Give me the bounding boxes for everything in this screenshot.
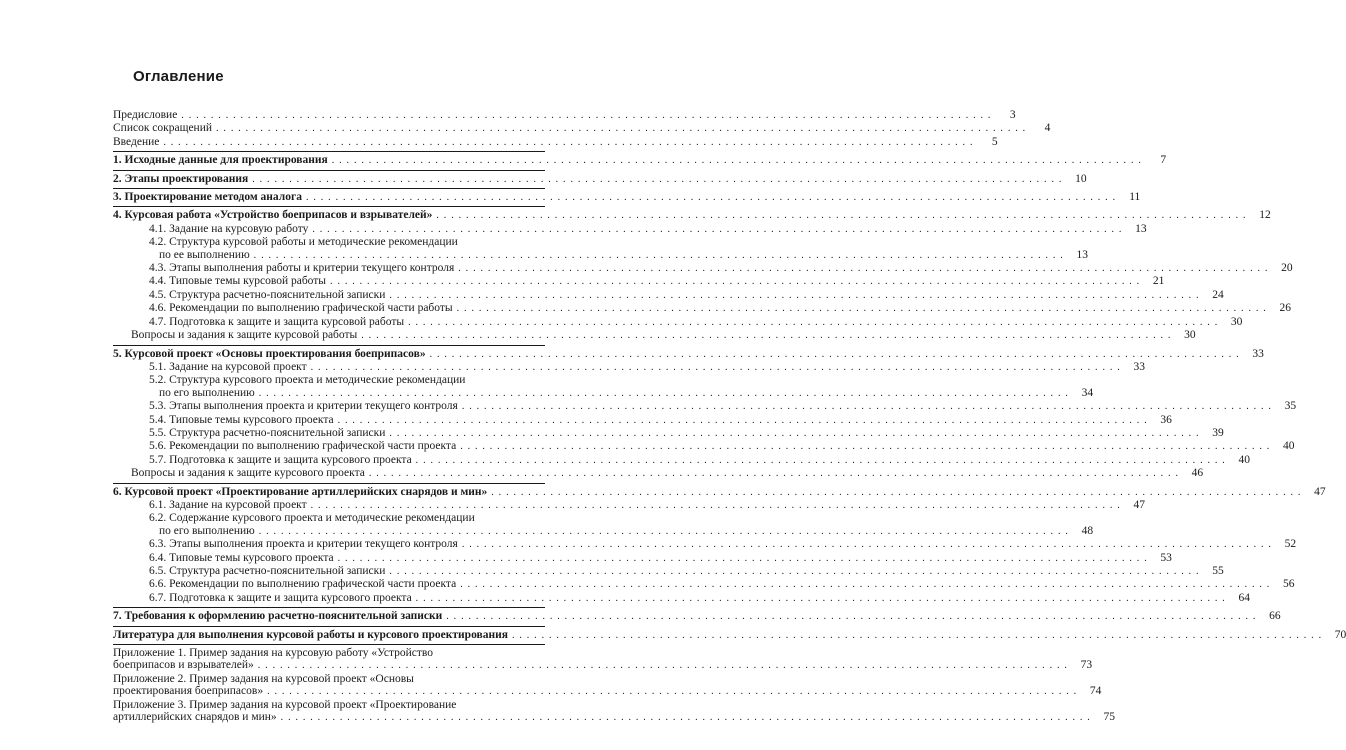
toc-entry-title: 4.4. Типовые темы курсовой работы	[149, 275, 327, 288]
dot-leader	[416, 593, 1226, 605]
toc-entry-title: 4.5. Структура расчетно-пояснительной записки	[149, 288, 386, 301]
toc-entry-title: 2. Этапы проектирования	[113, 172, 249, 185]
toc-page-number: 33	[1252, 347, 1264, 360]
dot-leader	[416, 455, 1226, 467]
dot-leader	[311, 362, 1121, 374]
toc-entry-title: 6.7. Подготовка к защите и защита курсового проекта	[149, 591, 412, 604]
toc-entry[interactable]	[113, 122, 1051, 135]
section-divider	[113, 170, 545, 171]
dot-leader	[369, 468, 1179, 480]
toc-entry-continuation: проектирования боеприпасов»	[113, 685, 264, 698]
toc-entry[interactable]	[113, 453, 1250, 467]
toc-entry[interactable]	[113, 374, 1094, 400]
toc-page-number: 33	[1133, 360, 1145, 373]
toc-page-number: 26	[1279, 302, 1291, 315]
toc-entry[interactable]	[113, 610, 1281, 623]
toc-entry-title: 5.5. Структура расчетно-пояснительной записки	[149, 426, 386, 439]
toc-entry-title: Приложение 3. Пример задания на курсовой проект «Проектирование	[113, 698, 457, 711]
dot-leader	[361, 330, 1171, 342]
toc-entry-title: 6.5. Структура расчетно-пояснительной записки	[149, 565, 386, 577]
dot-leader	[338, 553, 1148, 565]
toc-entry[interactable]	[113, 426, 1224, 440]
dot-leader	[491, 487, 1301, 499]
dot-leader	[436, 210, 1246, 222]
toc-entry-title: 4.1. Задание на курсовую работу	[149, 222, 309, 235]
toc-entry[interactable]	[113, 698, 1115, 725]
toc-entry[interactable]	[113, 413, 1172, 427]
toc-entry-title: 5.4. Типовые темы курсового проекта	[149, 413, 334, 426]
toc-entry[interactable]	[113, 347, 1264, 361]
toc-entry-title: 6.3. Этапы выполнения проекта и критерии текущего контроля	[149, 538, 458, 551]
section-divider	[113, 206, 545, 207]
toc-page-number: 73	[1080, 659, 1093, 672]
dot-leader	[457, 303, 1267, 315]
toc-entry-title: Приложение 1. Пример задания на курсовую работу «Устройство	[113, 647, 434, 660]
toc-page-number: 40	[1283, 440, 1295, 453]
toc-entry-title: 5. Курсовой проект «Основы проектирования боеприпасов»	[113, 347, 426, 360]
toc-page-number: 46	[1191, 467, 1204, 480]
toc-entry-continuation: боеприпасов и взрывателей»	[113, 659, 254, 672]
toc-page-number: 24	[1212, 288, 1224, 301]
toc-entry-title: 1. Исходные данные для проектирования	[113, 154, 328, 167]
toc-entry-title: 5.1. Задание на курсовой проект	[149, 360, 307, 373]
toc-page-number: 36	[1160, 413, 1172, 426]
toc-page-number: 40	[1238, 453, 1250, 466]
toc-page-number: 34	[1081, 386, 1094, 399]
toc-entry[interactable]	[113, 565, 1224, 578]
toc-page-number: 47	[1133, 498, 1145, 511]
dot-leader	[460, 579, 1270, 591]
toc-entry[interactable]	[113, 467, 1204, 480]
toc-entry[interactable]	[113, 109, 1016, 122]
dot-leader	[259, 388, 1069, 400]
dot-leader	[252, 174, 1062, 186]
dot-leader	[338, 415, 1148, 427]
toc-entry[interactable]	[113, 591, 1250, 605]
dot-leader	[462, 401, 1272, 413]
toc-entry[interactable]	[113, 172, 1087, 186]
toc-page-number: 5	[991, 135, 998, 148]
section-divider	[113, 607, 545, 608]
dot-leader	[330, 276, 1140, 288]
dot-leader	[512, 630, 1322, 642]
dot-leader	[408, 317, 1218, 329]
toc-page-number: 12	[1259, 209, 1271, 222]
dot-leader	[306, 192, 1116, 204]
section-divider	[113, 483, 545, 484]
toc-entry-title: 6.2. Содержание курсового проекта и методические рекомендации	[149, 512, 475, 525]
toc-page-number: 70	[1334, 628, 1346, 641]
dot-leader	[267, 686, 1077, 698]
dot-leader	[460, 441, 1270, 453]
toc-entry-title: 4.3. Этапы выполнения работы и критерии текущего контроля	[149, 262, 455, 275]
toc-page-number: 35	[1284, 400, 1297, 413]
table-of-contents	[113, 109, 1346, 724]
dot-leader	[163, 137, 973, 149]
toc-entry-continuation: по его выполнению	[159, 386, 255, 399]
toc-entry-title: Вопросы и задания к защите курсовой работы	[131, 329, 358, 342]
toc-entry-title: Приложение 2. Пример задания на курсовой проект «Основы	[113, 672, 414, 685]
toc-page-number: 30	[1184, 329, 1196, 342]
toc-entry-title: Вопросы и задания к защите курсового проекта	[131, 467, 365, 480]
dot-leader	[259, 526, 1069, 538]
toc-entry-title: 6.6. Рекомендации по выполнению графической части проекта	[149, 578, 457, 591]
toc-entry-title: Литература для выполнения курсовой работы и курсового проектирования	[113, 628, 508, 641]
toc-entry[interactable]	[113, 262, 1293, 275]
toc-page-number: 30	[1230, 315, 1243, 328]
toc-entry-title: 4.6. Рекомендации по выполнению графической части работы	[149, 302, 453, 315]
toc-entry[interactable]	[113, 275, 1165, 288]
toc-entry-title: 6. Курсовой проект «Проектирование артиллерийских снарядов и мин»	[113, 485, 488, 498]
toc-entry[interactable]	[113, 315, 1243, 329]
toc-entry-continuation: по ее выполнению	[159, 248, 250, 261]
toc-page-number: 52	[1284, 538, 1297, 551]
toc-entry[interactable]	[113, 538, 1297, 551]
toc-entry-title: Список сокращений	[113, 122, 213, 135]
toc-entry[interactable]	[113, 191, 1141, 204]
toc-entry-title: 6.4. Типовые темы курсового проекта	[149, 551, 334, 564]
toc-entry[interactable]	[113, 498, 1145, 512]
toc-entry[interactable]	[113, 672, 1102, 699]
toc-page-number: 75	[1103, 711, 1115, 724]
toc-entry[interactable]	[113, 551, 1172, 565]
dot-leader	[181, 110, 991, 122]
toc-entry-title: 6.1. Задание на курсовой проект	[149, 498, 307, 511]
toc-entry-title: 5.2. Структура курсового проекта и методические рекомендации	[149, 374, 466, 387]
toc-entry[interactable]	[113, 485, 1326, 499]
toc-entry[interactable]	[113, 628, 1346, 642]
toc-entry[interactable]	[113, 135, 998, 149]
toc-entry-title: Введение	[113, 135, 160, 148]
toc-page-number: 55	[1212, 565, 1224, 577]
toc-entry[interactable]	[113, 512, 1094, 538]
toc-page-number: 48	[1081, 524, 1094, 537]
section-divider	[113, 644, 545, 645]
dot-leader	[389, 428, 1199, 440]
toc-page-number: 56	[1283, 578, 1295, 591]
toc-entry[interactable]	[113, 222, 1147, 236]
toc-entry-continuation: по его выполнению	[159, 524, 255, 537]
toc-page-number: 10	[1075, 172, 1087, 185]
toc-entry[interactable]	[113, 400, 1297, 413]
dot-leader	[458, 263, 1268, 275]
dot-leader	[311, 500, 1121, 512]
toc-page-number: 20	[1281, 262, 1293, 275]
section-divider	[113, 345, 545, 346]
toc-entry[interactable]	[113, 302, 1291, 315]
toc-page-number: 47	[1314, 485, 1326, 498]
toc-entry-continuation: артиллерийских снарядов и мин»	[113, 711, 277, 724]
toc-page-number: 13	[1076, 248, 1088, 261]
dot-leader	[258, 660, 1068, 672]
toc-entry-title: 3. Проектирование методом аналога	[113, 191, 302, 204]
toc-entry-title: 7. Требования к оформлению расчетно-пояснительной записки	[113, 610, 443, 623]
dot-leader	[312, 224, 1122, 236]
toc-page-number: 3	[1009, 109, 1016, 121]
dot-leader	[446, 611, 1256, 623]
toc-entry[interactable]	[113, 329, 1196, 342]
toc-page-number: 53	[1160, 551, 1172, 564]
toc-page-number: 74	[1089, 685, 1102, 698]
toc-entry-title: 4.7. Подготовка к защите и защита курсовой работы	[149, 315, 405, 328]
dot-leader	[389, 290, 1199, 302]
dot-leader	[281, 712, 1091, 724]
dot-leader	[462, 539, 1272, 551]
dot-leader	[254, 250, 1064, 262]
toc-page-number: 7	[1160, 154, 1167, 167]
dot-leader	[389, 566, 1199, 578]
toc-page-number: 39	[1212, 426, 1224, 439]
toc-entry-title: 5.7. Подготовка к защите и защита курсового проекта	[149, 453, 412, 466]
toc-entry[interactable]	[113, 360, 1145, 374]
toc-entry-title: 5.3. Этапы выполнения проекта и критерии текущего контроля	[149, 400, 458, 413]
toc-entry[interactable]	[113, 236, 1088, 262]
toc-entry[interactable]	[113, 578, 1295, 591]
toc-entry[interactable]	[113, 647, 1093, 673]
toc-entry-title: 4. Курсовая работа «Устройство боеприпасов и взрывателей»	[113, 209, 433, 222]
section-divider	[113, 188, 545, 189]
toc-page-number: 66	[1269, 610, 1281, 623]
toc-page-number: 11	[1129, 191, 1141, 204]
page-title: Оглавление	[133, 68, 224, 85]
dot-leader	[430, 349, 1240, 361]
toc-entry[interactable]	[113, 288, 1224, 302]
toc-entry[interactable]	[113, 154, 1167, 167]
toc-entry-title: 4.2. Структура курсовой работы и методические рекомендации	[149, 236, 458, 249]
dot-leader	[216, 123, 1026, 135]
toc-entry-title: 5.6. Рекомендации по выполнению графической части проекта	[149, 440, 457, 453]
toc-entry[interactable]	[113, 209, 1271, 222]
toc-page-number: 13	[1135, 222, 1147, 235]
dot-leader	[332, 155, 1142, 167]
toc-page-number: 21	[1152, 275, 1165, 288]
toc-page-number: 64	[1238, 591, 1250, 604]
section-divider	[113, 626, 545, 627]
section-divider	[113, 151, 545, 152]
toc-entry[interactable]	[113, 440, 1295, 453]
toc-page-number: 4	[1044, 122, 1051, 135]
toc-entry-title: Предисловие	[113, 109, 178, 121]
